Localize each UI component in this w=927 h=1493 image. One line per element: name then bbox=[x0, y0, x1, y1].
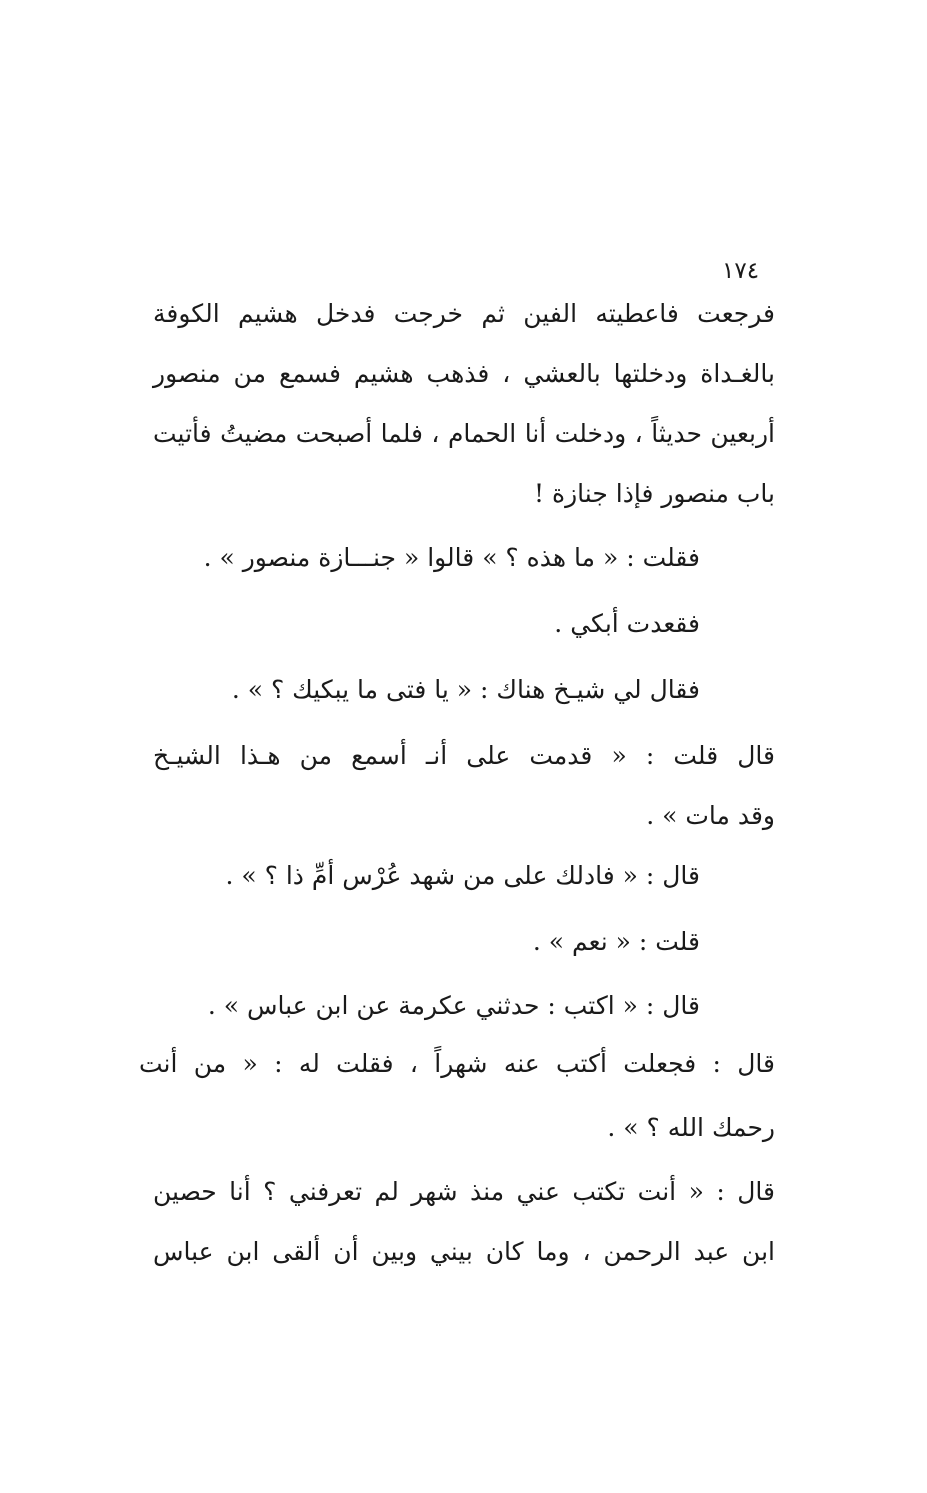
text-line-5: فقلت : « ما هذه ؟ » قالوا « جنـــازة منصور » . bbox=[203, 543, 700, 572]
text-line-9: وقد مات » . bbox=[646, 801, 775, 830]
text-line-2: بالغـداة ودخلتها بالعشي ، فذهب هشيم فسمع من منصور bbox=[153, 359, 775, 388]
text-line-15: قال : « أنت تكتب عني منذ شهر لم تعرفني ؟ أنا حصين bbox=[153, 1177, 775, 1206]
text-line-3: أربعين حديثاً ، ودخلت أنا الحمام ، فلما أصبحت مضيتُ فأتيت bbox=[153, 419, 775, 448]
text-line-12: قال : « اكتب : حدثني عكرمة عن ابن عباس » . bbox=[207, 991, 700, 1020]
text-line-16: ابن عبد الرحمن ، وما كان بيني وبين أن ألقى ابن عباس bbox=[153, 1237, 775, 1266]
text-line-10: قال : « فادلك على من شهد عُرْس أمِّ ذا ؟ » . bbox=[225, 861, 700, 890]
text-line-1: فرجعت فاعطيته الفين ثم خرجت فدخل هشيم الكوفة bbox=[153, 299, 775, 328]
text-line-6: فقعدت أبكي . bbox=[554, 609, 700, 638]
text-line-11: قلت : « نعم » . bbox=[532, 927, 700, 956]
text-line-8: قال قلت : « قدمت على أنـ أسمع من هـذا الشيـخ bbox=[153, 741, 775, 770]
text-line-7: فقال لي شيـخ هناك : « يا فتى ما يبكيك ؟ » . bbox=[231, 675, 700, 704]
text-line-13: قال : فجعلت أكتب عنه شهراً ، فقلت له : « من أنت bbox=[139, 1049, 775, 1078]
text-line-4: باب منصور فإذا جنازة ! bbox=[534, 479, 775, 508]
text-line-14: رحمك الله ؟ » . bbox=[607, 1113, 775, 1142]
page-number: ١٧٤ bbox=[722, 258, 760, 284]
